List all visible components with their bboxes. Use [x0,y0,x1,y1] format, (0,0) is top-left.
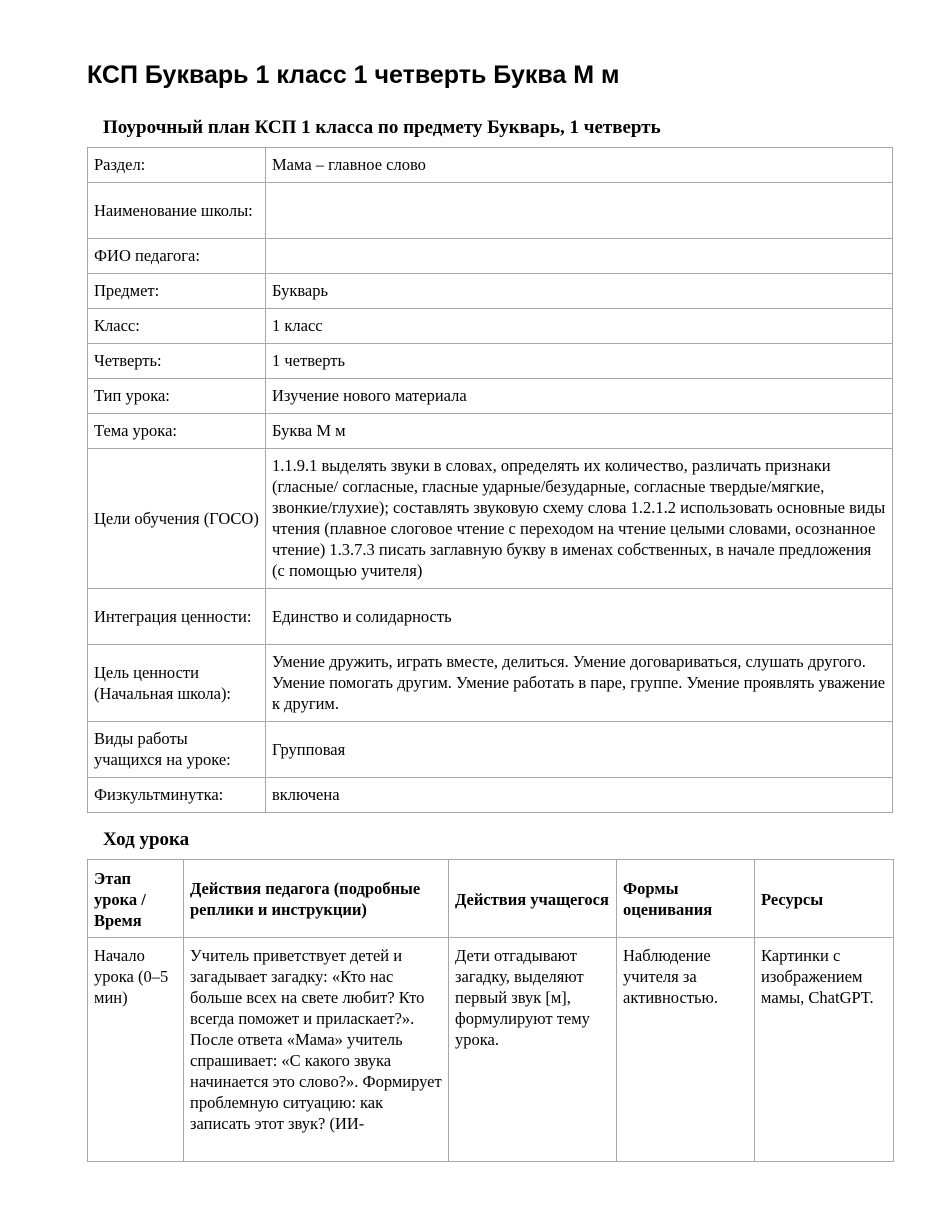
row-label: Предмет: [88,274,266,309]
row-label: Тема урока: [88,414,266,449]
row-value: Мама – главное слово [266,148,893,183]
column-header-student-actions: Действия учащегося [449,860,617,938]
row-label: Раздел: [88,148,266,183]
row-value: Единство и солидарность [266,589,893,645]
row-value: 1 четверть [266,344,893,379]
column-header-assessment: Формы оценивания [617,860,755,938]
table-row [88,148,893,183]
row-label: Тип урока: [88,379,266,414]
row-value [266,183,893,239]
table-row [88,309,893,344]
lesson-progress-heading: Ход урока [103,829,190,850]
assessment-cell: Наблюдение учителя за активностью. [617,938,755,1162]
row-value: 1 класс [266,309,893,344]
row-label: Класс: [88,309,266,344]
row-label: Интеграция ценности: [88,589,266,645]
row-label: Четверть: [88,344,266,379]
table-row [88,449,893,589]
document-title: КСП Букварь 1 класс 1 четверть Буква М м [87,61,620,89]
table-row [88,239,893,274]
row-label: Цели обучения (ГОСО) [88,449,266,589]
plan-heading: Поурочный план КСП 1 класса по предмету Букварь, 1 четверть [103,117,661,138]
table-header-row [88,860,894,938]
row-label: Цель ценности (Начальная школа): [88,645,266,722]
resources-cell: Картинки с изображением мамы, ChatGPT. [755,938,894,1162]
column-header-teacher-actions: Действия педагога (подробные реплики и инструкции) [184,860,449,938]
table-row [88,938,894,1162]
table-row [88,645,893,722]
row-value [266,239,893,274]
teacher-actions-cell: Учитель приветствует детей и загадывает загадку: «Кто нас больше всех на свете любит? Кто всегда поможет и приласкает?». После ответа «Мама» учитель спрашивает: «С какого звука начинается это слово?». Формирует проблемную ситуацию: как записать этот звук? (ИИ- [184,938,449,1162]
row-value: включена [266,778,893,813]
row-value: Изучение нового материала [266,379,893,414]
row-value: Буква М м [266,414,893,449]
student-actions-cell: Дети отгадывают загадку, выделяют первый звук [м], формулируют тему урока. [449,938,617,1162]
table-row [88,344,893,379]
row-label: ФИО педагога: [88,239,266,274]
column-header-stage: Этап урока / Время [88,860,184,938]
row-value: Групповая [266,722,893,778]
table-row [88,274,893,309]
table-row [88,722,893,778]
table-row [88,589,893,645]
row-label: Наименование школы: [88,183,266,239]
row-value: 1.1.9.1 выделять звуки в словах, определять их количество, различать признаки (гласные/ согласные, гласные ударные/безударные, согласные твердые/мягкие, звонкие/глухие); составлять звуковую схему слова 1.2.1.2 использовать основные виды чтения (плавное слоговое чтение с переходом на чтение целыми словами, осознанное чтение) 1.3.7.3 писать заглавную букву в именах собственных, в начале предложения (с помощью учителя) [266,449,893,589]
row-label: Виды работы учащихся на уроке: [88,722,266,778]
row-label: Физкультминутка: [88,778,266,813]
row-value: Букварь [266,274,893,309]
column-header-resources: Ресурсы [755,860,894,938]
lesson-plan-table [87,147,893,813]
table-row [88,379,893,414]
table-row [88,778,893,813]
stage-cell: Начало урока (0–5 мин) [88,938,184,1162]
table-row [88,414,893,449]
lesson-progress-table [87,859,894,1162]
table-row [88,183,893,239]
row-value: Умение дружить, играть вместе, делиться. Умение договариваться, слушать другого. Умение помогать другим. Умение работать в паре, группе. Умение проявлять уважение к другим. [266,645,893,722]
